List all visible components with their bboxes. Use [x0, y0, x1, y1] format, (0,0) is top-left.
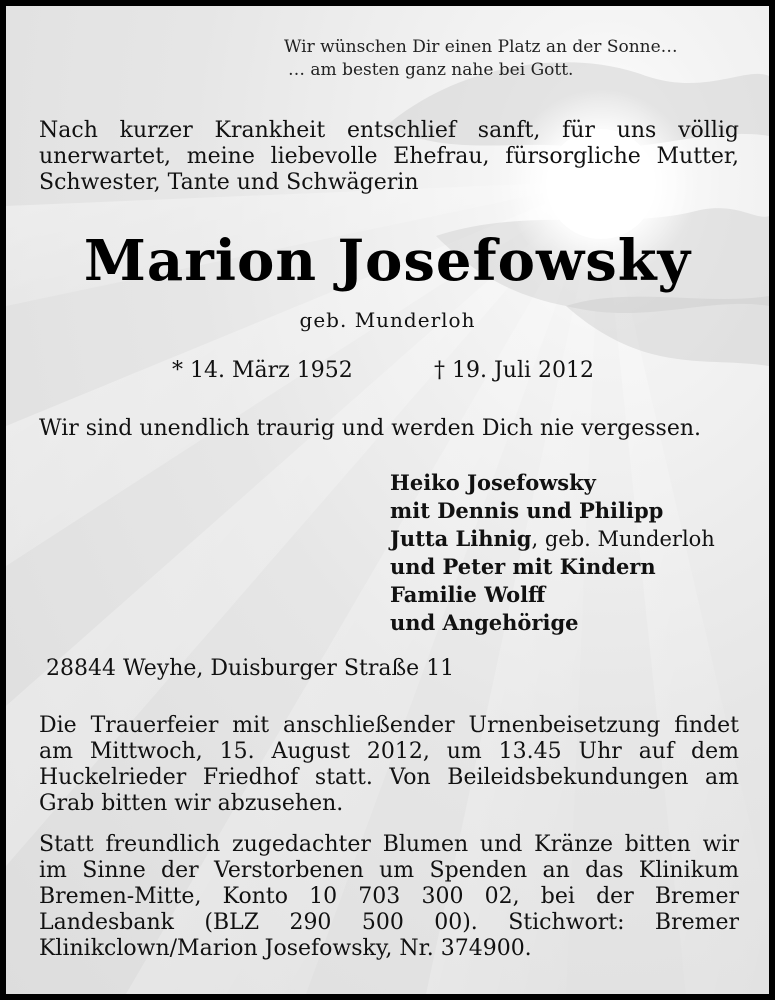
address: 28844 Weyhe, Duisburger Straße 11 — [46, 656, 455, 681]
mourner-name: Jutta Lihnig — [390, 526, 532, 551]
mourner-line: und Peter mit Kindern — [390, 554, 656, 579]
motto-line-2: … am besten ganz nahe bei Gott. — [288, 60, 574, 80]
motto-line-1: Wir wünschen Dir einen Platz an der Sonne… — [284, 37, 678, 57]
birth-date: * 14. März 1952 — [172, 358, 353, 383]
mourner-line: und Angehörige — [390, 610, 579, 635]
mourning-sentence: Wir sind unendlich traurig und werden Dich nie vergessen. — [39, 416, 702, 441]
mourner-birth-name: , geb. Munderloh — [531, 527, 715, 551]
mourner-line: Heiko Josefowsky — [390, 470, 596, 495]
deceased-name: Marion Josefowsky — [83, 228, 692, 294]
funeral-paragraph: Die Trauerfeier mit anschließender Urnenbeisetzung findet am Mittwoch, 15. August 2012, um 13.45 Uhr auf dem Huckelrieder Friedhof statt. Von Beileidsbekundungen am Grab bitten wir abzusehen. — [39, 713, 739, 816]
mourner-line: Familie Wolff — [390, 582, 546, 607]
donation-paragraph: Statt freundlich zugedachter Blumen und Kränze bitten wir im Sinne der Verstorbenen um Spenden an das Klinikum Bremen-Mitte, Konto 10 703 300 02, bei der Bremer Landesbank (BLZ 290 500 00). Stichwort: Bremer Klinikclown/Marion Josefowsky, Nr. 374900. — [39, 832, 739, 961]
mourner-line — [390, 525, 715, 553]
birth-name: geb. Munderloh — [299, 308, 476, 332]
intro-paragraph: Nach kurzer Krankheit entschlief sanft, für uns völlig unerwartet, meine liebevolle Ehefrau, fürsorgliche Mutter, Schwester, Tante und Schwägerin — [39, 118, 739, 195]
mourners-list — [390, 469, 715, 637]
motto — [284, 36, 678, 82]
mourner-line: mit Dennis und Philipp — [390, 498, 664, 523]
death-date: † 19. Juli 2012 — [434, 358, 595, 383]
